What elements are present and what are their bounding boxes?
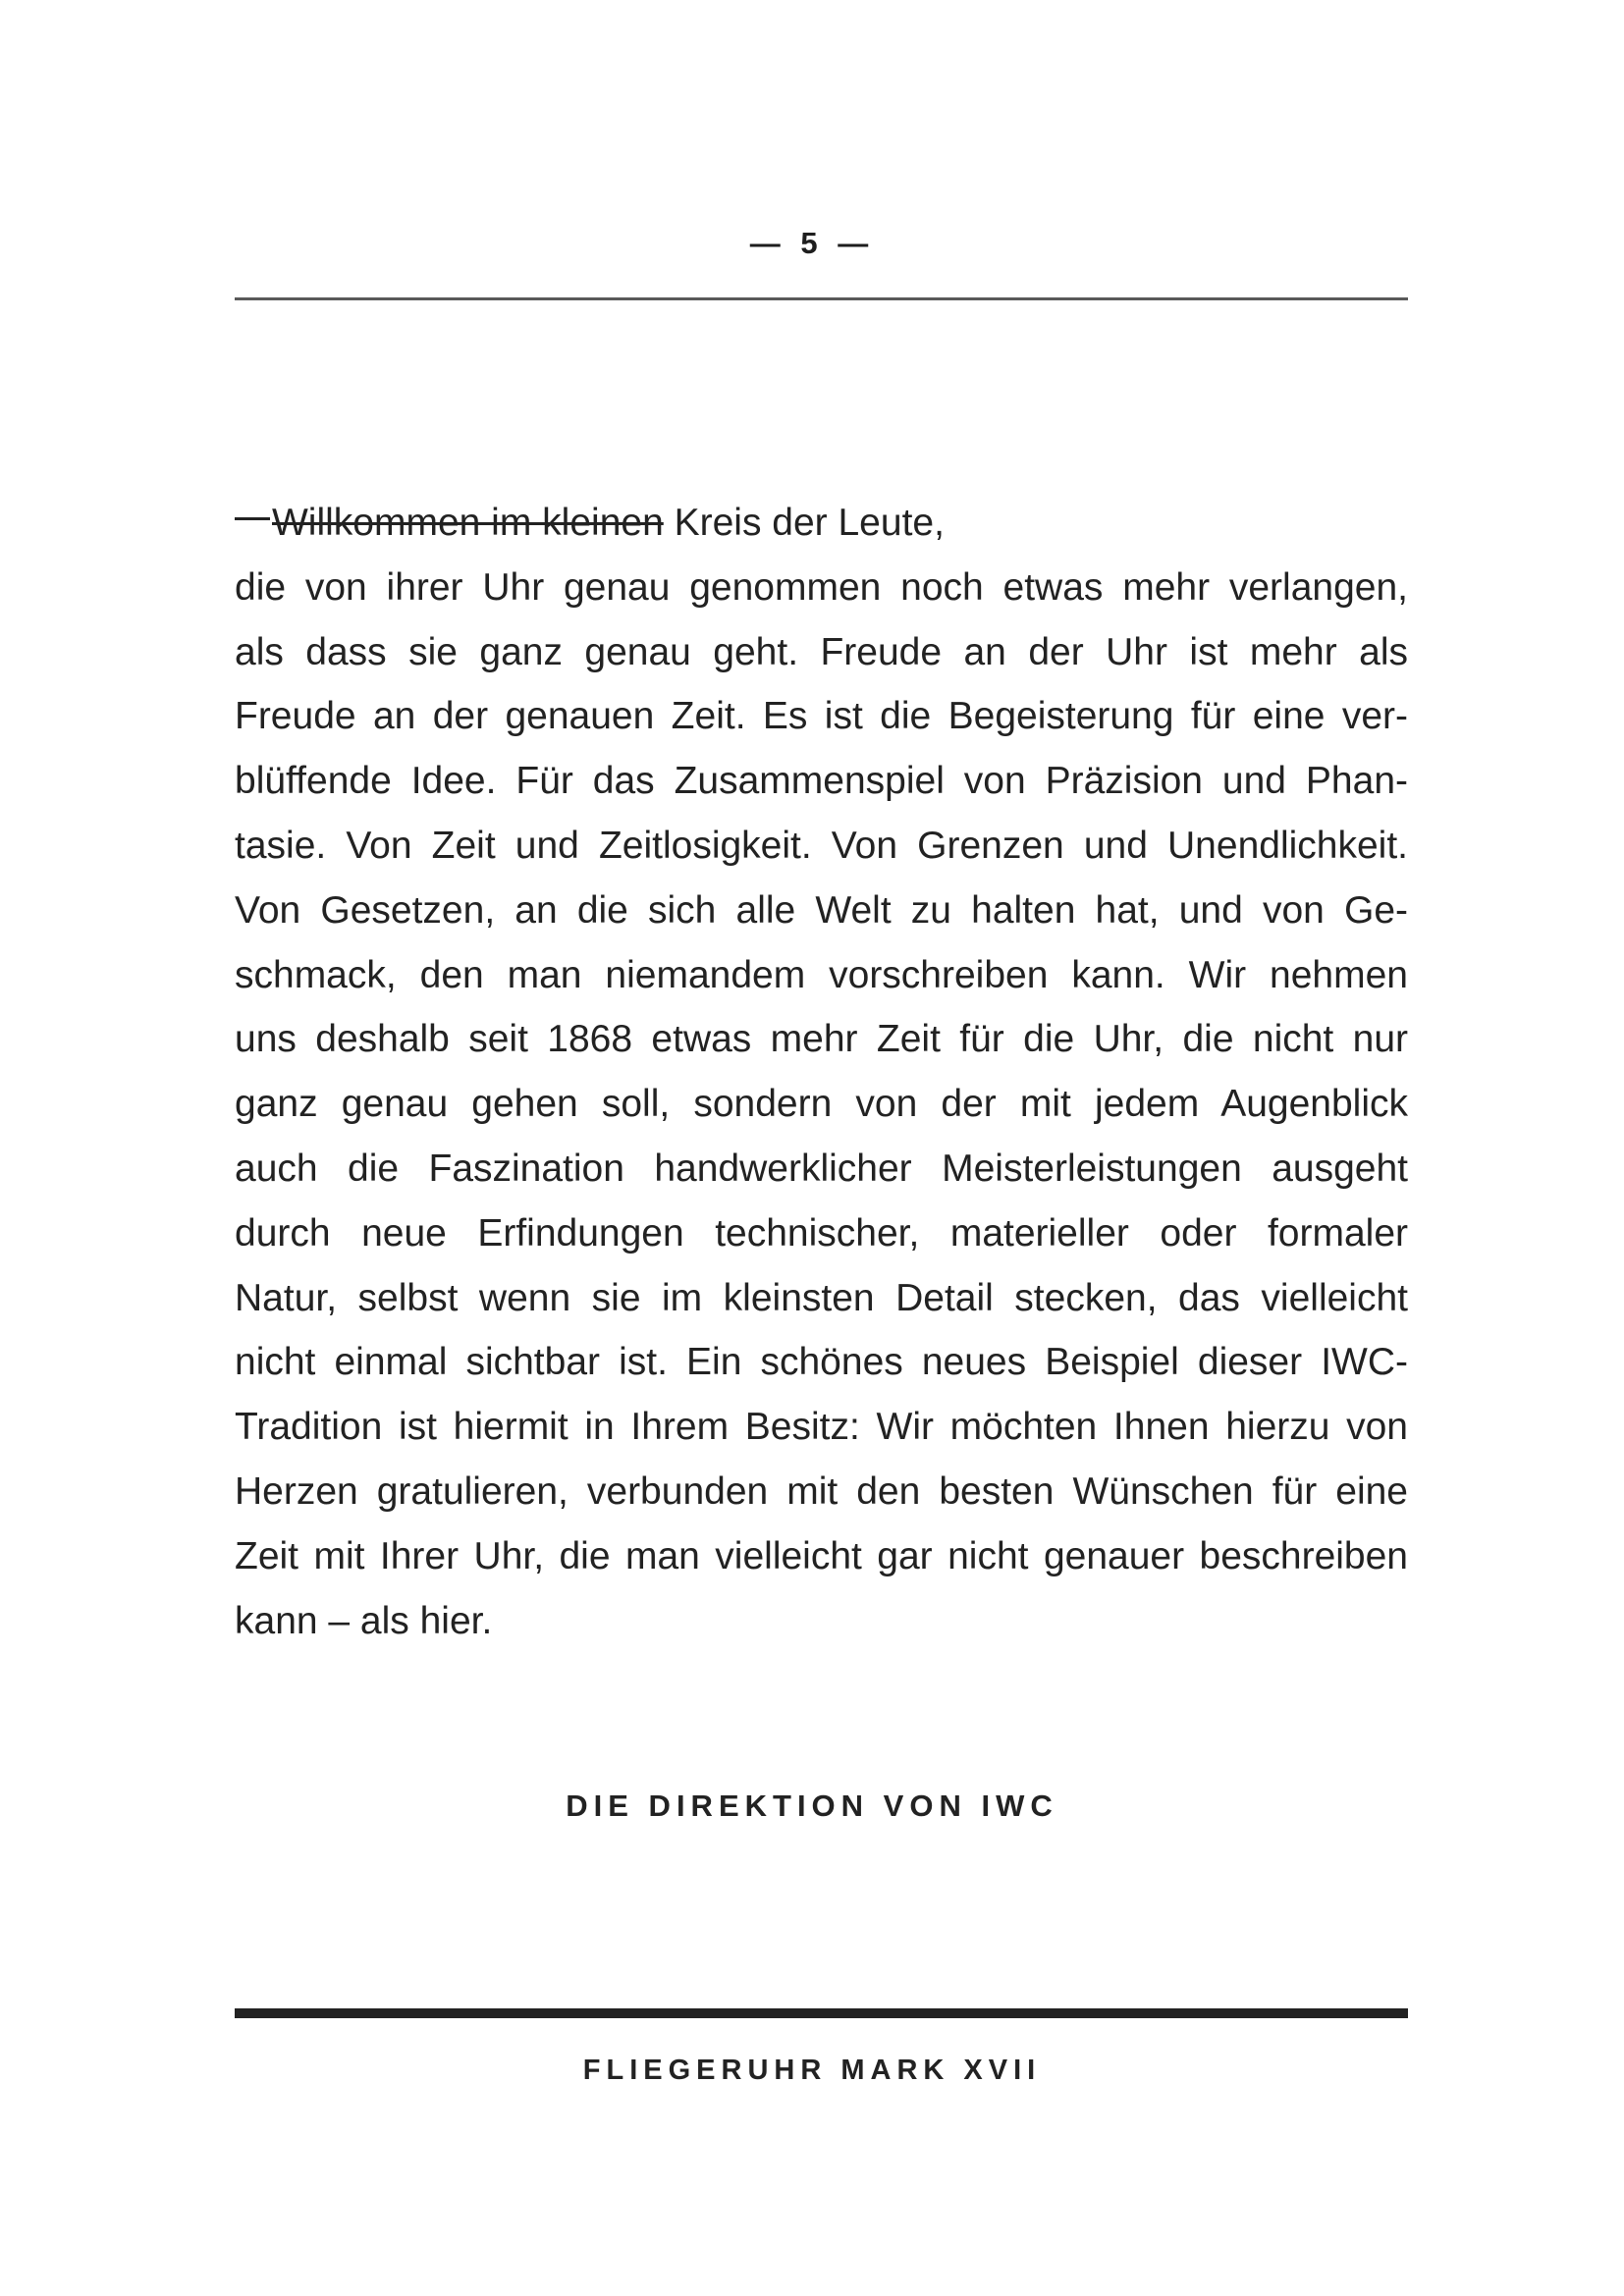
letter-line: Tradition ist hiermit in Ihrem Besitz: Wir möchten Ihnen hierzu von xyxy=(235,1406,1408,1449)
struck-greeting: Willkommen im kleinen xyxy=(272,502,664,544)
page-number: — 5 — xyxy=(749,226,875,260)
letter-body xyxy=(235,491,1408,1653)
letter-line: Von Gesetzen, an die sich alle Welt zu halten hat, und von Ge- xyxy=(235,888,1408,932)
letter-line: schmack, den man niemandem vorschreiben kann. Wir nehmen xyxy=(235,953,1408,996)
letter-line: ganz genau gehen soll, sondern von der mit jedem Augenblick xyxy=(235,1083,1408,1126)
opening-rest: Kreis der Leute, xyxy=(663,502,945,544)
letter-line: durch neue Erfindungen technischer, materieller oder formaler xyxy=(235,1211,1408,1255)
letter-line: blüffende Idee. Für das Zusammenspiel von Präzision und Phan- xyxy=(235,760,1408,803)
letter-line: Herzen gratulieren, verbunden mit den besten Wünschen für eine xyxy=(235,1469,1408,1513)
letter-line: nicht einmal sichtbar ist. Ein schönes neues Beispiel dieser IWC- xyxy=(235,1341,1408,1384)
letter-line: Zeit mit Ihrer Uhr, die man vielleicht gar nicht genauer beschreiben xyxy=(235,1534,1408,1577)
letter-line: uns deshalb seit 1868 etwas mehr Zeit für die Uhr, die nicht nur xyxy=(235,1018,1408,1061)
letter-line: Natur, selbst wenn sie im kleinsten Detail stecken, das vielleicht xyxy=(235,1276,1408,1319)
letter-line-last: kann – als hier. xyxy=(235,1599,493,1642)
strike-dash xyxy=(235,517,270,520)
letter-line: tasie. Von Zeit und Zeitlosigkeit. Von Grenzen und Unendlichkeit. xyxy=(235,824,1408,867)
signature: DIE DIREKTION VON IWC xyxy=(566,1789,1058,1823)
bottom-divider xyxy=(235,2008,1408,2018)
letter-line: als dass sie ganz genau geht. Freude an der Uhr ist mehr als xyxy=(235,630,1408,673)
letter-line: auch die Faszination handwerklicher Meisterleistungen ausgeht xyxy=(235,1147,1408,1190)
top-divider xyxy=(235,297,1408,300)
letter-opening-line xyxy=(235,491,1408,556)
footer-title: FLIEGERUHR MARK XVII xyxy=(582,2055,1042,2086)
letter-line: die von ihrer Uhr genau genommen noch etwas mehr verlangen, xyxy=(235,565,1408,609)
letter-line: Freude an der genauen Zeit. Es ist die Begeisterung für eine ver- xyxy=(235,695,1408,738)
